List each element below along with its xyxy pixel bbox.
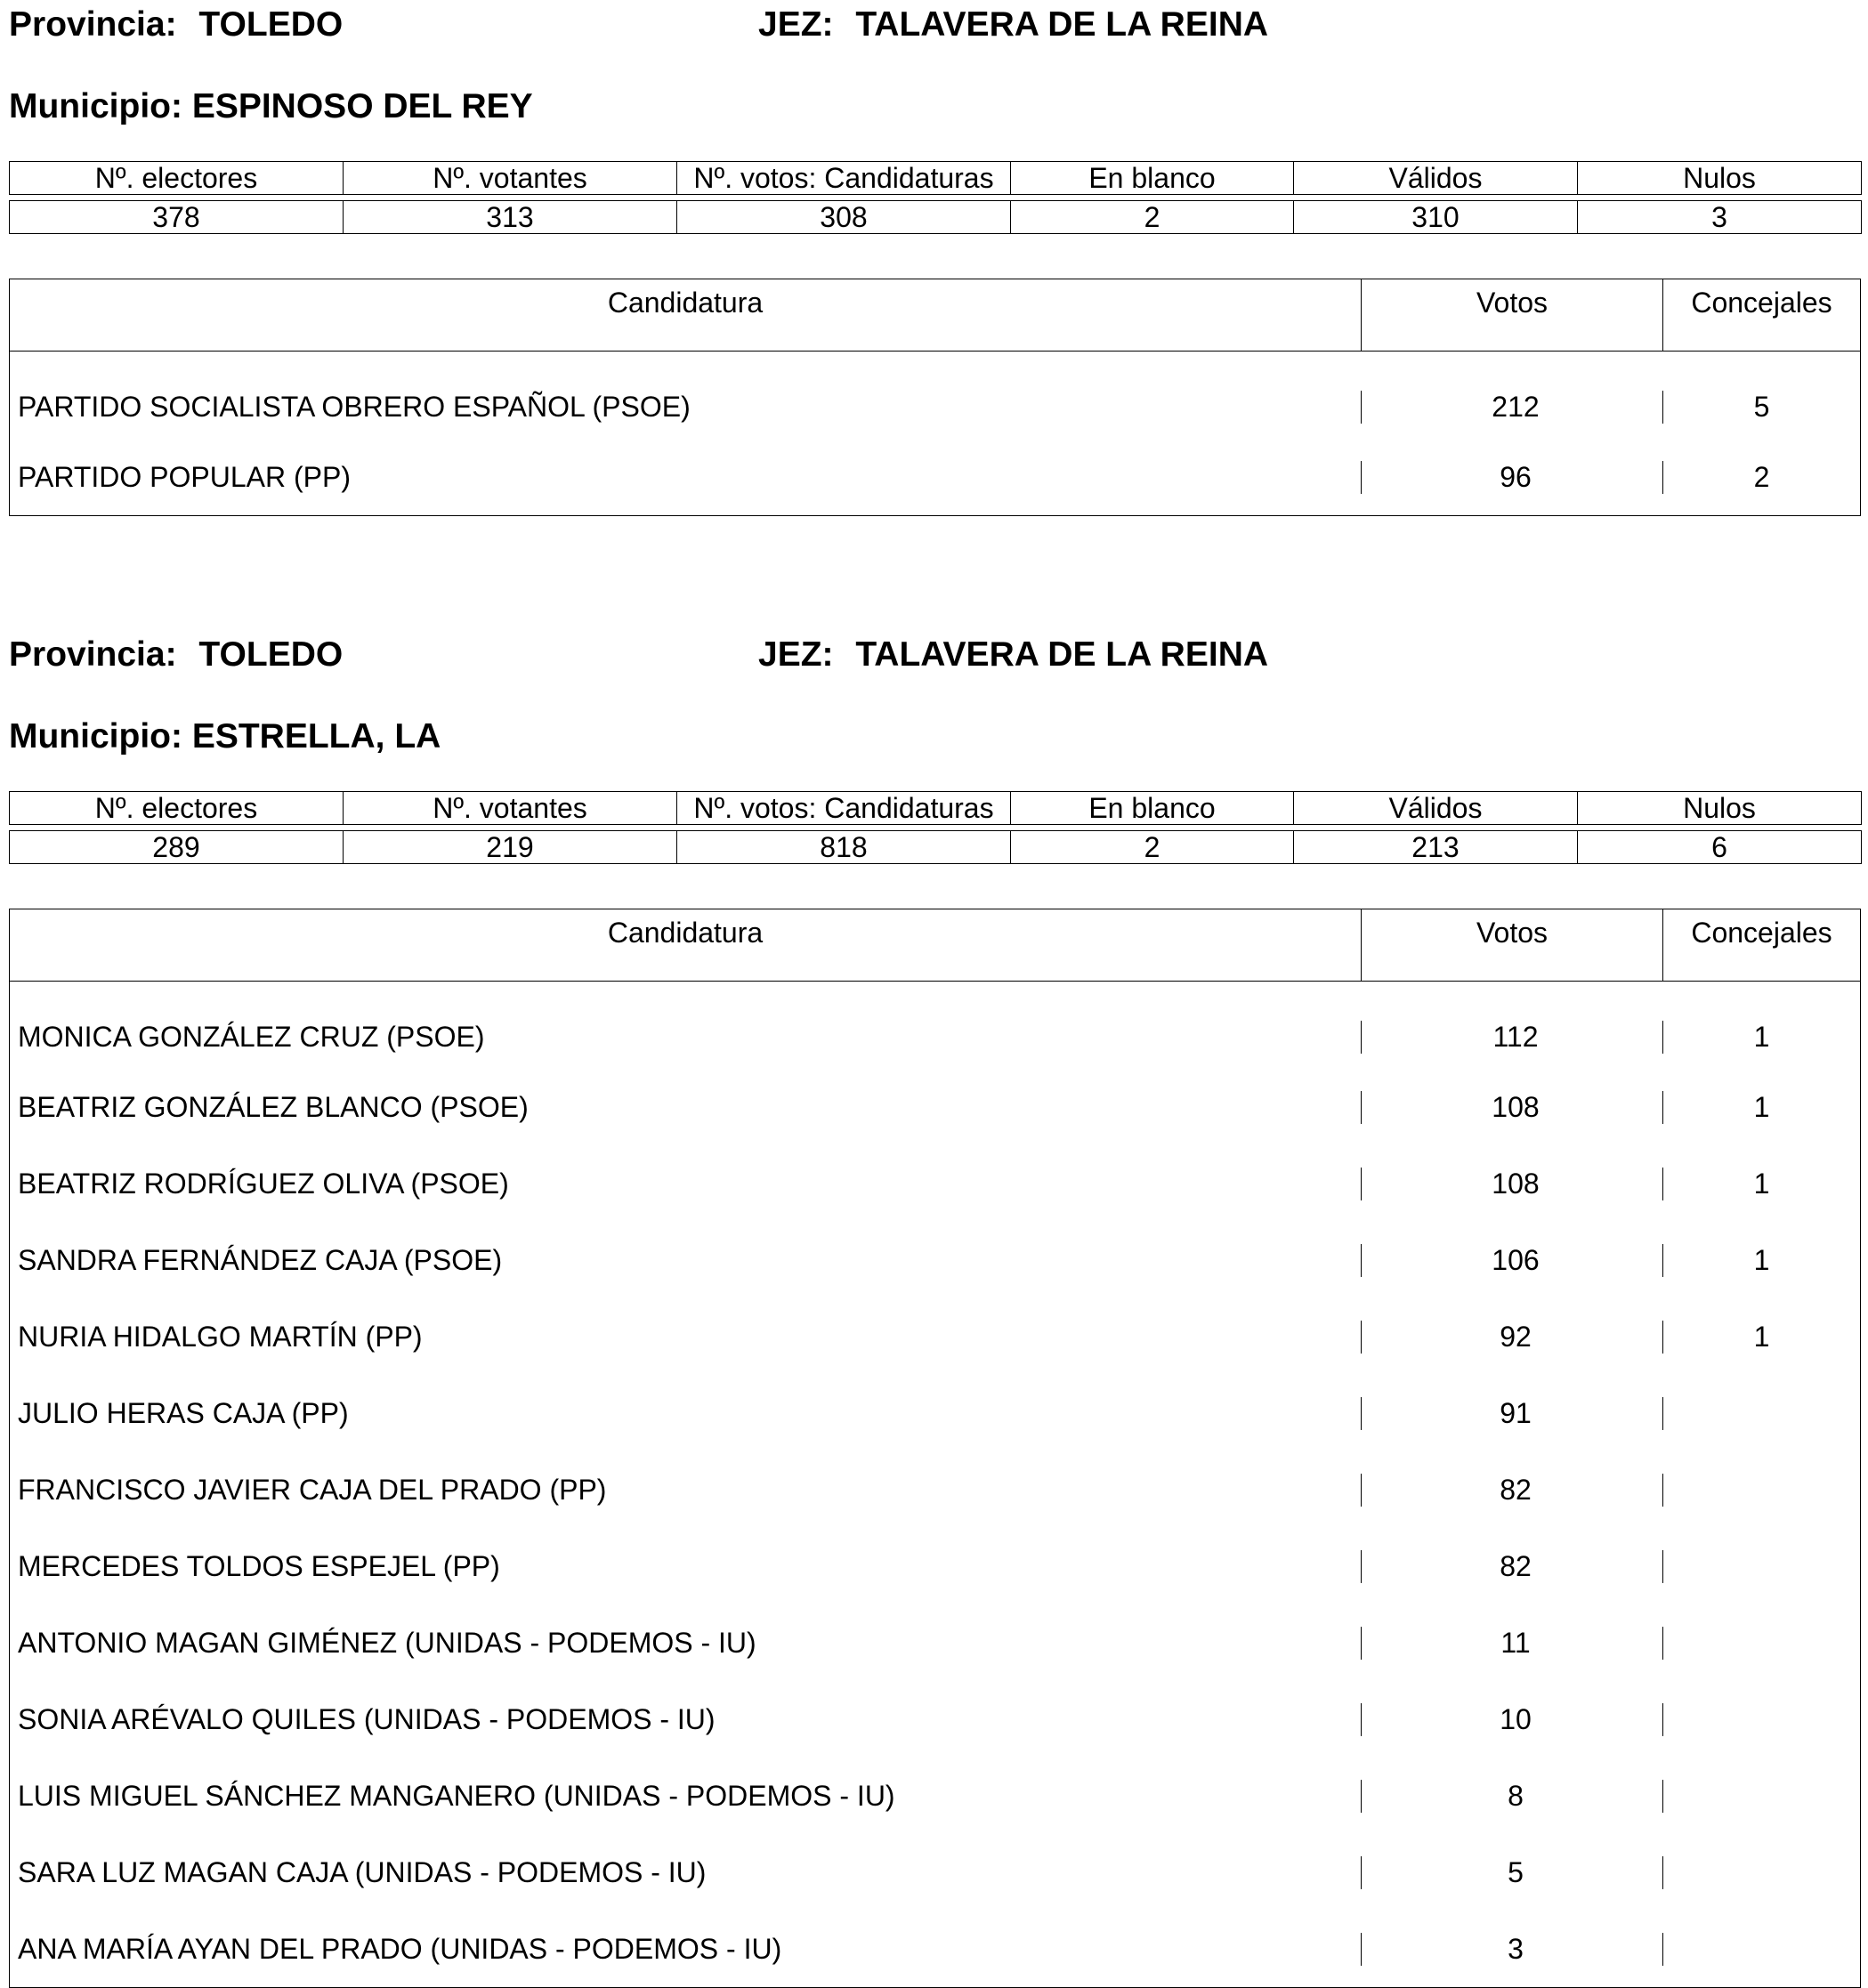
value-validos: 213 <box>1294 831 1578 864</box>
value-en-blanco: 2 <box>1011 831 1294 864</box>
candidatura-header-row <box>10 279 1860 352</box>
candidate-concejales: 5 <box>1753 390 1770 423</box>
value-validos: 310 <box>1294 201 1578 234</box>
candidate-votos-cell <box>1362 1856 1663 1889</box>
candidate-votos-cell <box>1362 1021 1663 1054</box>
candidate-name: LUIS MIGUEL SÁNCHEZ MANGANERO (UNIDAS - PODEMOS - IU) <box>10 1780 1362 1813</box>
candidatura-table <box>9 279 1861 516</box>
table-row <box>10 1528 1860 1604</box>
value-votantes: 219 <box>344 831 677 864</box>
candidate-name: FRANCISCO JAVIER CAJA DEL PRADO (PP) <box>10 1474 1362 1507</box>
candidate-votos-cell <box>1362 1244 1663 1277</box>
candidate-votos-cell <box>1362 1321 1663 1354</box>
candidate-votos-cell <box>1362 1933 1663 1966</box>
candidate-votos-cell <box>1362 1780 1663 1813</box>
candidate-votos: 96 <box>1500 460 1532 493</box>
table-row <box>10 1758 1860 1834</box>
table-row <box>10 439 1860 515</box>
header-candidatura: Candidatura <box>10 909 1362 981</box>
candidate-votos-cell <box>1362 1627 1663 1660</box>
provincia-label: Provincia: <box>9 5 177 44</box>
candidate-votos: 82 <box>1500 1549 1532 1582</box>
municipio-value: ESTRELLA, LA <box>191 717 441 756</box>
table-row <box>10 1145 1860 1222</box>
candidate-name: PARTIDO POPULAR (PP) <box>10 461 1362 494</box>
provincia-label: Provincia: <box>9 635 177 674</box>
header-votos-candidaturas: Nº. votos: Candidaturas <box>677 162 1011 195</box>
jez-header <box>758 7 1268 42</box>
candidate-votos: 212 <box>1492 390 1540 423</box>
candidate-votos: 112 <box>1492 1020 1539 1053</box>
summary-table <box>9 791 1862 864</box>
jez-label: JEZ: <box>758 5 834 44</box>
jez-value: TALAVERA DE LA REINA <box>855 5 1269 44</box>
candidate-votos-cell <box>1362 1397 1663 1430</box>
candidate-votos-cell <box>1362 391 1663 424</box>
municipio-label: Municipio: <box>9 87 182 125</box>
provincia-header <box>9 637 343 672</box>
candidate-votos: 11 <box>1500 1626 1531 1659</box>
candidate-name: MONICA GONZÁLEZ CRUZ (PSOE) <box>10 1021 1362 1054</box>
candidate-votos: 108 <box>1492 1167 1540 1200</box>
candidate-votos: 8 <box>1508 1779 1524 1812</box>
candidate-concejales: 1 <box>1753 1090 1770 1123</box>
candidate-name: SONIA ARÉVALO QUILES (UNIDAS - PODEMOS - IU) <box>10 1703 1362 1736</box>
header-votantes: Nº. votantes <box>344 792 677 825</box>
header-candidatura: Candidatura <box>10 279 1362 351</box>
candidate-name: JULIO HERAS CAJA (PP) <box>10 1397 1362 1430</box>
header-votos: Votos <box>1362 279 1663 351</box>
candidate-name: SANDRA FERNÁNDEZ CAJA (PSOE) <box>10 1244 1362 1277</box>
candidate-votos: 3 <box>1508 1932 1524 1965</box>
value-electores: 289 <box>10 831 344 864</box>
jez-value: TALAVERA DE LA REINA <box>855 635 1269 674</box>
header-votos-candidaturas: Nº. votos: Candidaturas <box>677 792 1011 825</box>
table-row <box>10 982 1860 1069</box>
value-nulos: 3 <box>1578 201 1862 234</box>
candidate-name: NURIA HIDALGO MARTÍN (PP) <box>10 1321 1362 1354</box>
candidate-concejales: 1 <box>1753 1167 1770 1200</box>
candidate-votos-cell <box>1362 1474 1663 1507</box>
header-votantes: Nº. votantes <box>344 162 677 195</box>
candidate-votos: 82 <box>1500 1473 1532 1506</box>
value-votantes: 313 <box>344 201 677 234</box>
header-validos: Válidos <box>1294 792 1578 825</box>
table-row <box>10 1681 1860 1758</box>
table-row <box>10 1375 1860 1451</box>
candidate-votos: 108 <box>1492 1090 1540 1123</box>
municipio-value: ESPINOSO DEL REY <box>191 87 533 125</box>
header-nulos: Nulos <box>1578 792 1862 825</box>
provincia-header <box>9 7 343 42</box>
candidate-concejales: 1 <box>1753 1243 1770 1276</box>
candidate-votos: 92 <box>1500 1320 1532 1353</box>
candidate-votos: 5 <box>1508 1855 1524 1888</box>
municipio-header <box>9 89 533 124</box>
value-electores: 378 <box>10 201 344 234</box>
candidate-concejales: 1 <box>1753 1320 1770 1353</box>
header-votos: Votos <box>1362 909 1663 981</box>
table-row <box>10 1298 1860 1375</box>
header-nulos: Nulos <box>1578 162 1862 195</box>
candidate-concejales: 1 <box>1753 1020 1770 1053</box>
candidate-concejales: 2 <box>1753 460 1770 493</box>
table-row <box>10 1451 1860 1528</box>
candidate-name: SARA LUZ MAGAN CAJA (UNIDAS - PODEMOS - IU) <box>10 1856 1362 1889</box>
table-row <box>10 1911 1860 1987</box>
candidate-votos-cell <box>1362 461 1663 494</box>
provincia-value: TOLEDO <box>198 5 344 44</box>
candidatura-table <box>9 909 1861 1988</box>
value-nulos: 6 <box>1578 831 1862 864</box>
candidatura-body <box>10 352 1860 515</box>
candidate-votos-cell <box>1362 1091 1663 1124</box>
table-row <box>10 1834 1860 1911</box>
candidate-name: PARTIDO SOCIALISTA OBRERO ESPAÑOL (PSOE) <box>10 391 1362 424</box>
value-votos-candidaturas: 308 <box>677 201 1011 234</box>
candidate-votos: 106 <box>1492 1243 1540 1276</box>
header-concejales: Concejales <box>1691 917 1832 949</box>
candidate-votos-cell <box>1362 1703 1663 1736</box>
summary-table <box>9 161 1862 234</box>
candidatura-body <box>10 982 1860 1987</box>
header-en-blanco: En blanco <box>1011 162 1294 195</box>
provincia-value: TOLEDO <box>198 635 344 674</box>
table-row <box>10 352 1860 439</box>
municipio-label: Municipio: <box>9 717 182 756</box>
value-en-blanco: 2 <box>1011 201 1294 234</box>
candidate-votos-cell <box>1362 1550 1663 1583</box>
candidate-name: ANTONIO MAGAN GIMÉNEZ (UNIDAS - PODEMOS - IU) <box>10 1627 1362 1660</box>
header-electores: Nº. electores <box>10 792 344 825</box>
candidate-name: BEATRIZ RODRÍGUEZ OLIVA (PSOE) <box>10 1168 1362 1200</box>
value-votos-candidaturas: 818 <box>677 831 1011 864</box>
table-row <box>10 1222 1860 1298</box>
candidatura-header-row <box>10 909 1860 982</box>
candidate-votos-cell <box>1362 1168 1663 1200</box>
candidate-name: BEATRIZ GONZÁLEZ BLANCO (PSOE) <box>10 1091 1362 1124</box>
municipio-header <box>9 719 441 754</box>
jez-header <box>758 637 1268 672</box>
header-en-blanco: En blanco <box>1011 792 1294 825</box>
table-row <box>10 1069 1860 1145</box>
jez-label: JEZ: <box>758 635 834 674</box>
header-concejales: Concejales <box>1691 287 1832 319</box>
candidate-votos: 10 <box>1500 1702 1532 1735</box>
header-electores: Nº. electores <box>10 162 344 195</box>
candidate-votos: 91 <box>1500 1396 1532 1429</box>
table-row <box>10 1604 1860 1681</box>
header-validos: Válidos <box>1294 162 1578 195</box>
candidate-name: ANA MARÍA AYAN DEL PRADO (UNIDAS - PODEMOS - IU) <box>10 1933 1362 1966</box>
candidate-name: MERCEDES TOLDOS ESPEJEL (PP) <box>10 1550 1362 1583</box>
